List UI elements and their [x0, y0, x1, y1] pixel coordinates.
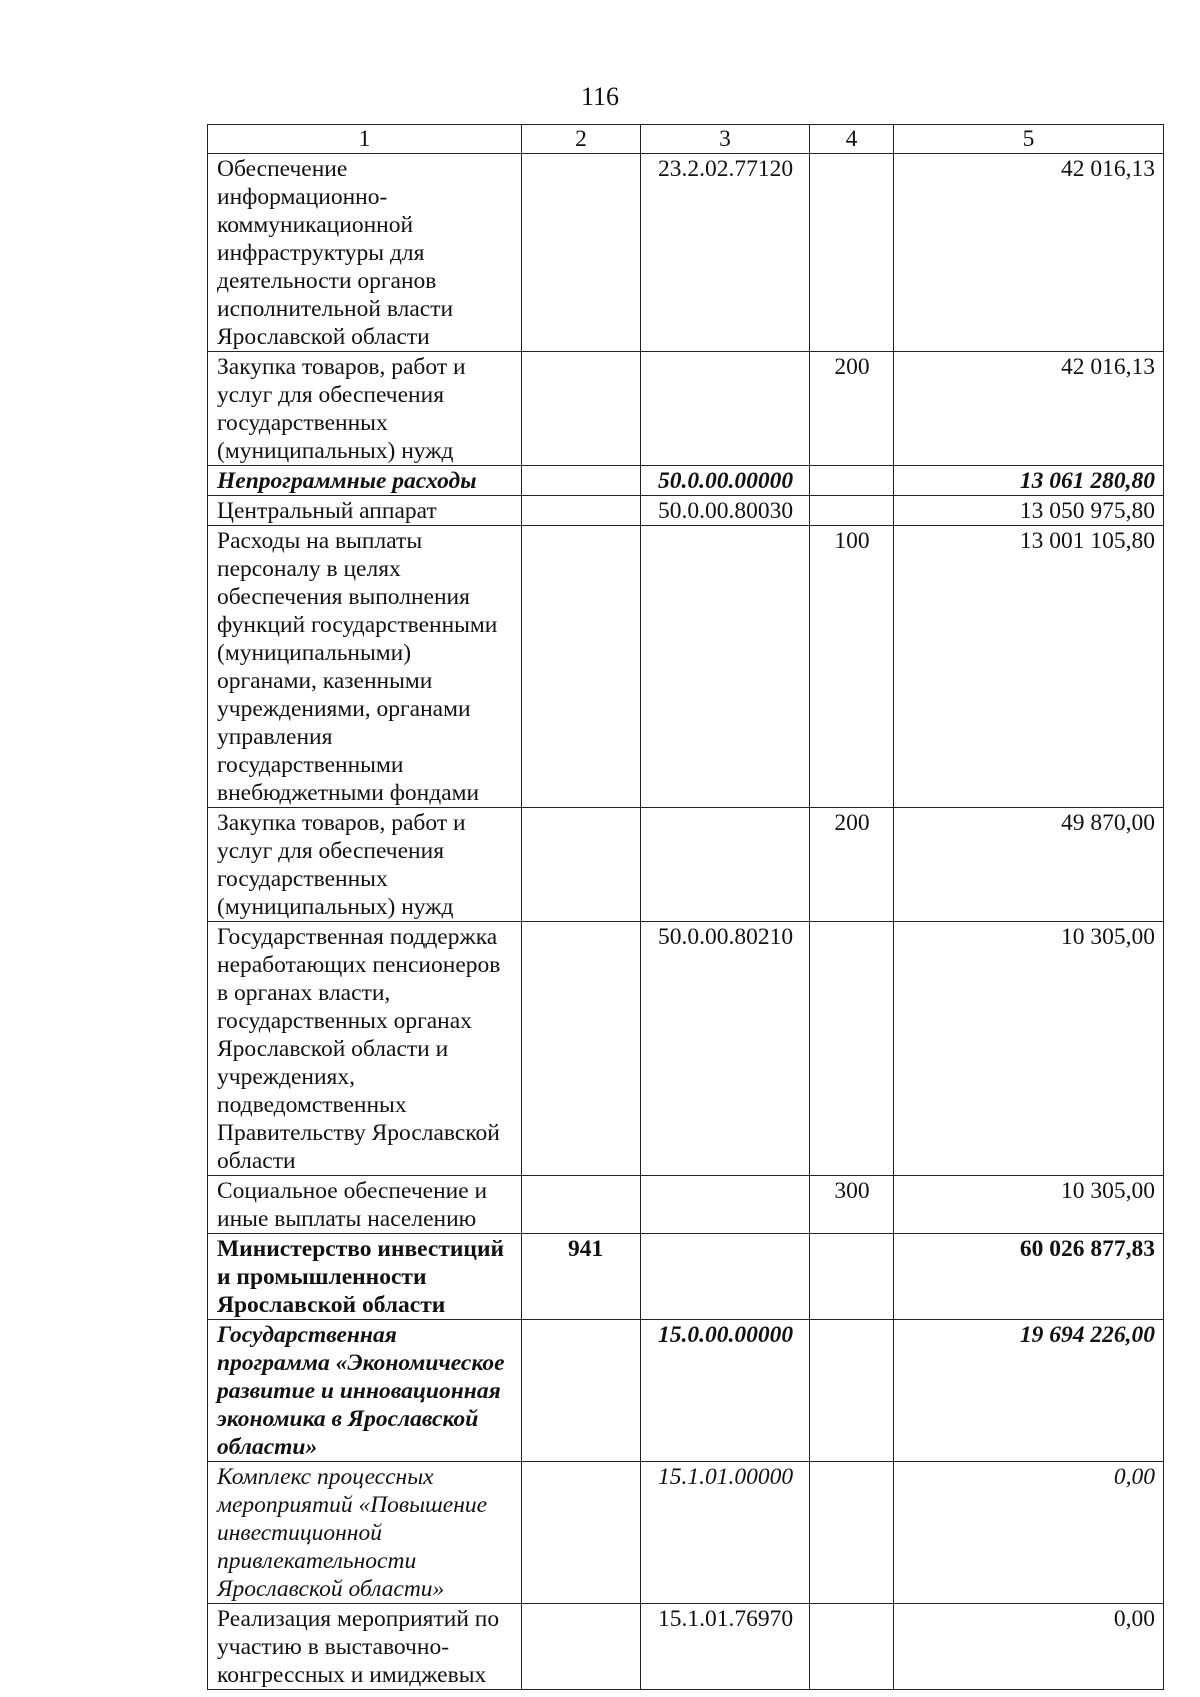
row-target-cell: 50.0.00.80030 — [641, 496, 810, 526]
row-amount-cell: 49 870,00 — [894, 808, 1164, 922]
row-type-cell: 200 — [810, 808, 894, 922]
row-type-cell — [810, 1234, 894, 1320]
row-target-cell — [641, 1176, 810, 1234]
row-code-cell — [522, 466, 641, 496]
row-name-cell: Закупка товаров, работ и услуг для обеспечения государственных (муниципальных) нужд — [208, 352, 522, 466]
column-header: 3 — [641, 125, 810, 154]
row-type-cell — [810, 466, 894, 496]
row-target-cell — [641, 808, 810, 922]
row-code-cell — [522, 154, 641, 352]
row-type-cell — [810, 496, 894, 526]
row-amount-cell: 42 016,13 — [894, 352, 1164, 466]
row-code-cell — [522, 1320, 641, 1462]
row-amount-cell: 13 061 280,80 — [894, 466, 1164, 496]
page-number: 116 — [580, 82, 620, 111]
row-target-cell: 50.0.00.00000 — [641, 466, 810, 496]
row-amount-cell: 13 050 975,80 — [894, 496, 1164, 526]
row-name-cell: Обеспечение информационно-коммуникационной инфраструктуры для деятельности органов исполнительной власти Ярославской области — [208, 154, 522, 352]
row-type-cell — [810, 922, 894, 1176]
row-amount-cell: 10 305,00 — [894, 922, 1164, 1176]
row-name-cell: Комплекс процессных мероприятий «Повышение инвестиционной привлекательности Ярославской области» — [208, 1462, 522, 1604]
table-row — [208, 922, 1164, 1176]
row-name-cell: Расходы на выплаты персоналу в целях обеспечения выполнения функций государственными (муниципальными) органами, казенными учреждениями, органами управления государственными внебюджетными фондами — [208, 526, 522, 808]
row-target-cell: 15.1.01.00000 — [641, 1462, 810, 1604]
row-name-cell: Непрограммные расходы — [208, 466, 522, 496]
row-code-cell — [522, 1176, 641, 1234]
row-target-cell — [641, 1234, 810, 1320]
row-code-cell — [522, 496, 641, 526]
row-target-cell: 15.0.00.00000 — [641, 1320, 810, 1462]
row-type-cell: 300 — [810, 1176, 894, 1234]
row-target-cell: 50.0.00.80210 — [641, 922, 810, 1176]
table-row — [208, 1604, 1164, 1690]
table-row — [208, 352, 1164, 466]
row-name-cell: Социальное обеспечение и иные выплаты населению — [208, 1176, 522, 1234]
table-row — [208, 1234, 1164, 1320]
row-amount-cell: 19 694 226,00 — [894, 1320, 1164, 1462]
row-code-cell — [522, 1462, 641, 1604]
column-header: 2 — [522, 125, 641, 154]
row-code-cell — [522, 1604, 641, 1690]
row-target-cell — [641, 352, 810, 466]
row-amount-cell: 13 001 105,80 — [894, 526, 1164, 808]
row-code-cell — [522, 808, 641, 922]
budget-table — [207, 124, 1164, 1690]
row-code-cell: 941 — [522, 1234, 641, 1320]
table-row — [208, 1462, 1164, 1604]
row-name-cell: Реализация мероприятий по участию в выставочно-конгрессных и имиджевых — [208, 1604, 522, 1690]
row-type-cell — [810, 154, 894, 352]
column-header: 1 — [208, 125, 522, 154]
row-amount-cell: 60 026 877,83 — [894, 1234, 1164, 1320]
table-header-row — [208, 125, 1164, 154]
row-target-cell: 15.1.01.76970 — [641, 1604, 810, 1690]
table-row — [208, 1176, 1164, 1234]
row-type-cell: 200 — [810, 352, 894, 466]
row-amount-cell: 42 016,13 — [894, 154, 1164, 352]
table-row — [208, 466, 1164, 496]
column-header: 5 — [894, 125, 1164, 154]
row-code-cell — [522, 922, 641, 1176]
row-type-cell — [810, 1604, 894, 1690]
row-code-cell — [522, 352, 641, 466]
table-row — [208, 154, 1164, 352]
row-name-cell: Государственная программа «Экономическое развитие и инновационная экономика в Ярославской области» — [208, 1320, 522, 1462]
table-row — [208, 1320, 1164, 1462]
row-name-cell: Центральный аппарат — [208, 496, 522, 526]
row-target-cell — [641, 526, 810, 808]
row-name-cell: Министерство инвестиций и промышленности Ярославской области — [208, 1234, 522, 1320]
row-amount-cell: 0,00 — [894, 1462, 1164, 1604]
table-row — [208, 526, 1164, 808]
row-type-cell — [810, 1462, 894, 1604]
row-code-cell — [522, 526, 641, 808]
row-type-cell: 100 — [810, 526, 894, 808]
row-target-cell: 23.2.02.77120 — [641, 154, 810, 352]
table-row — [208, 496, 1164, 526]
row-name-cell: Закупка товаров, работ и услуг для обеспечения государственных (муниципальных) нужд — [208, 808, 522, 922]
row-amount-cell: 10 305,00 — [894, 1176, 1164, 1234]
table-row — [208, 808, 1164, 922]
row-amount-cell: 0,00 — [894, 1604, 1164, 1690]
row-name-cell: Государственная поддержка неработающих пенсионеров в органах власти, государственных органах Ярославской области и учреждениях, подведомственных Правительству Ярославской области — [208, 922, 522, 1176]
row-type-cell — [810, 1320, 894, 1462]
column-header: 4 — [810, 125, 894, 154]
